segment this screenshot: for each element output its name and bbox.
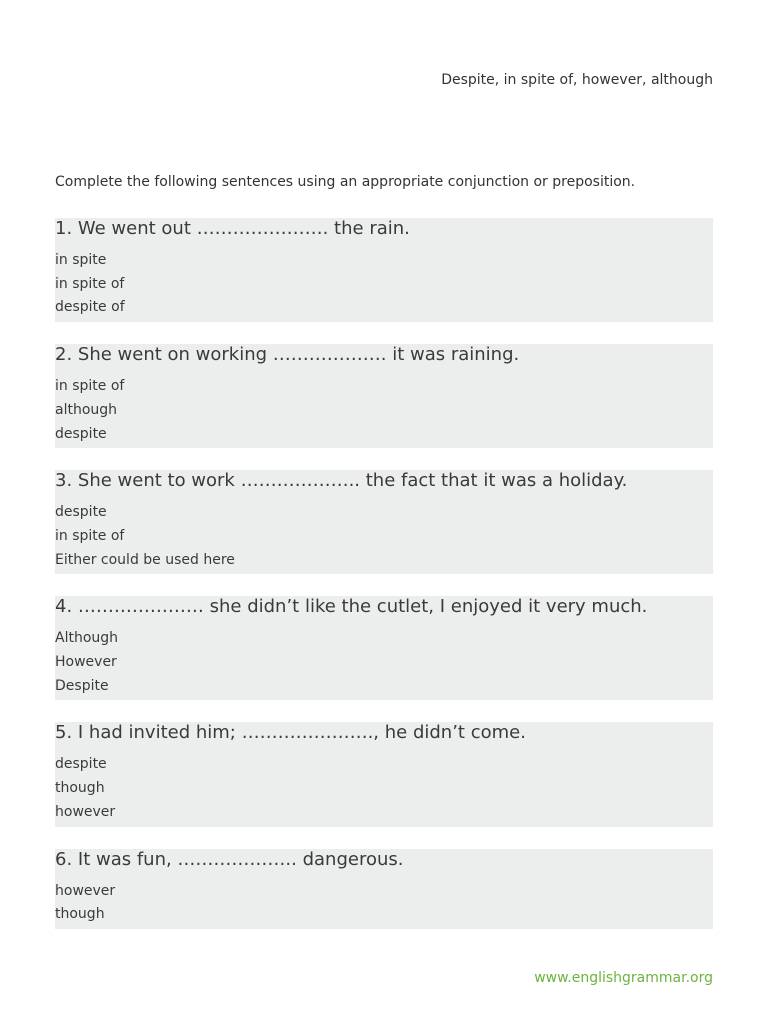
answer-option[interactable]: in spite of [55,527,125,544]
question-text: 5. I had invited him; …………………., he didn’t come. [55,722,526,744]
answer-option[interactable]: in spite [55,252,107,268]
answer-option[interactable]: though [55,780,105,797]
answer-option[interactable]: However [55,654,117,671]
question-block-5 [55,722,713,826]
question-text: 4. ………………… she didn’t like the cutlet, I enjoyed it very much. [55,596,648,618]
answer-option[interactable]: despite of [55,299,125,316]
question-text: 2. She went on working ………………. it was raining. [55,344,520,366]
question-list [55,218,713,951]
question-text: 3. She went to work ……………….. the fact that it was a holiday. [55,470,628,492]
answer-option[interactable]: however [55,882,116,899]
question-block-2 [55,344,713,448]
answer-option[interactable]: Although [55,630,119,647]
answer-option[interactable]: in spite of [55,275,125,292]
answer-option[interactable]: Despite [55,677,109,694]
site-link[interactable]: www.englishgrammar.org [534,970,713,986]
answer-option[interactable]: Either could be used here [55,551,235,568]
answer-option[interactable]: though [55,906,105,923]
question-block-3 [55,470,713,574]
question-text: 1. We went out …………………. the rain. [55,218,410,239]
page-title: Despite, in spite of, however, although [441,72,713,88]
answer-option[interactable]: in spite of [55,378,125,395]
answer-option[interactable]: however [55,803,116,820]
answer-option[interactable]: despite [55,756,107,773]
question-block-4 [55,596,713,700]
answer-option[interactable]: despite [55,425,107,442]
question-text: 6. It was fun, ……………….. dangerous. [55,848,404,870]
question-block-6 [55,849,713,929]
answer-option[interactable]: although [55,401,118,418]
question-block-1 [55,218,713,322]
instructions-text: Complete the following sentences using an appropriate conjunction or preposition. [55,174,636,190]
answer-option[interactable]: despite [55,504,107,521]
